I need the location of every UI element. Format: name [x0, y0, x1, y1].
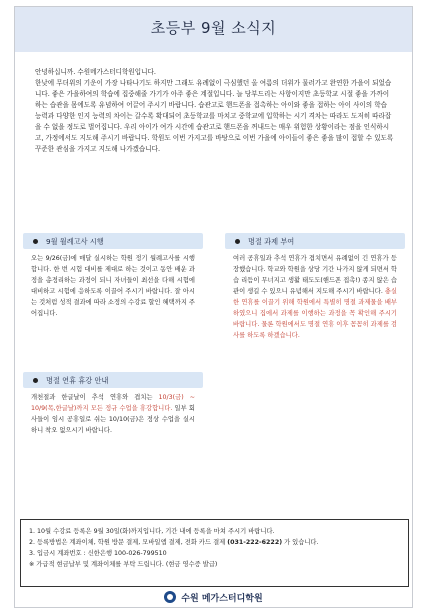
- bullet-icon: [235, 239, 240, 244]
- logo-text: 수원 메가스터디학원: [181, 593, 263, 604]
- notice-phone-number: (031-222-6222): [227, 539, 283, 546]
- intro-text: [35, 67, 395, 155]
- section-homework-highlight: 충실한 연휴를 이끌기 위해 학원에서 특별히 명절 과제물을 배부하였으니 집에서 과제를 이행하는 과정을 꼭 확인해 주시기 바랍니다. 물론 학원에서도 명절 연휴 이후 꼼꼼히 과제를 검사를 하도록 하겠습니다.: [233, 288, 398, 339]
- newsletter-page: [14, 6, 413, 608]
- payment-notice-box: [20, 519, 409, 587]
- page-title: 초등부 9월 소식지: [150, 19, 277, 37]
- intro-greeting: 안녕하십니까. 수원메가스터디학원입니다.: [35, 68, 156, 76]
- section-exam: [23, 233, 203, 319]
- header-banner: [15, 7, 412, 52]
- notice-line-2-text: 2. 등록방법은 계좌이체, 학원 방문 결제, 모바일앱 결제, 전화 카드 결제: [29, 539, 226, 546]
- section-exam-text: 오는 9/26(금)에 매달 실시하는 학원 정기 월례고사를 시행합니다. 한 번 시험 대비를 제대로 하는 것이고 동안 배운 과정을 총정리하는 과정이 되니 자녀들이 최선을 다해 시험에 대비하고 시험에 응하도록 이끌어 주시기 바랍니다. 잘 아시는 것처럼 성적 결과에 따라 소정의 수강료 할인 혜택까지 주어집니다.: [31, 255, 196, 317]
- section-homework: [225, 233, 405, 341]
- notice-line-2-suffix: 가 있습니다.: [284, 539, 319, 546]
- section-homework-text-1: 여러 공휴일과 추석 연휴가 겹치면서 유례없이 긴 연휴가 등장했습니다. 학교와 학원을 상당 기간 나가지 않게 되면서 학습 리듬이 무너지고 생활 태도도(핸드폰 접촉!) 종지 않은 습관이 생길 수 있으니 유념해서 지도해 주시기 바랍니다.: [233, 255, 398, 295]
- section-holiday-title: 명절 연휴 휴강 안내: [46, 375, 109, 385]
- logo-icon: [164, 591, 176, 603]
- section-exam-heading-bar: [23, 233, 203, 249]
- section-holiday: [23, 372, 203, 436]
- section-homework-title: 명절 과제 부여: [248, 236, 295, 246]
- academy-logo: [15, 589, 412, 605]
- notice-line-4: ※ 가급적 현금납부 및 계좌이체를 부탁 드립니다. (현금 영수증 발급): [29, 561, 218, 568]
- section-holiday-highlight: 10/3(금) ~ 10/9(목,한글날)까지 모든 정규 수업을 휴강합니다.: [31, 394, 195, 412]
- intro-paragraph: 한낮에 무더위의 기운이 가장 나타나기도 하지만 그래도 유례없이 극심했던 올 여름의 더위가 물러가고 완연한 가을이 되었습니다. 좋은 가을하여의 학습에 집중해줄 가기가 아주 좋은 계절입니다. 늘 당부드리는 사항이지만 초등학교 시절 좋을 가까이하는 습관을 몸에도록 유념하여 어끌어 주시기 바랍니다. 습관고로 핸드폰을 접촉하는 아이와 좋을 접하는 아이 사이의 학습 능력과 다양한 인지 능력의 차이는 갈수록 확대되어 초등학교를 마치고 중학교에 입학하는 시기 격차는 따라도 도저히 따라잡을 수 없을 정도로 벌어집니다. 우리 아이가 여가 시간에 습관고로 핸드폰을 꺼내드는 매우 위험한 상황이라는 점을 인식하시고, 가정에서도 지도해 주시기 바랍니다. 학원도 이번 가지고를 바탕으로 이번 가을에 아이들이 좋은 좋을 많이 접할 수 있도록 꾸준한 관심을 가지고 지도해 나가겠습니다.: [35, 79, 394, 153]
- section-exam-body: [23, 249, 203, 319]
- section-homework-body: [225, 249, 405, 341]
- section-homework-heading-bar: [225, 233, 405, 249]
- section-holiday-text-1: 개천절과 한글날이 추석 연휴와 겹치는: [31, 394, 159, 401]
- bullet-icon: [33, 239, 38, 244]
- notice-line-3: 3. 입금시 계좌번호 : 신한은행 100-026-799510: [29, 550, 167, 557]
- notice-line-1: 1. 10월 수강료 등록은 9월 30일(화)까지입니다, 기간 내에 등록을 마쳐 주시기 바랍니다.: [29, 528, 275, 535]
- section-holiday-body: [23, 388, 203, 436]
- notice-line-2: [29, 537, 400, 548]
- section-holiday-text-2: 일부 회사들이 임시 공휴일로 쉬는 10/10(금)은 정상 수업을 실시하니 착오 없으시기 바랍니다.: [31, 405, 195, 434]
- section-exam-title: 9월 월례고사 시행: [46, 236, 104, 246]
- section-holiday-heading-bar: [23, 372, 203, 388]
- bullet-icon: [33, 378, 38, 383]
